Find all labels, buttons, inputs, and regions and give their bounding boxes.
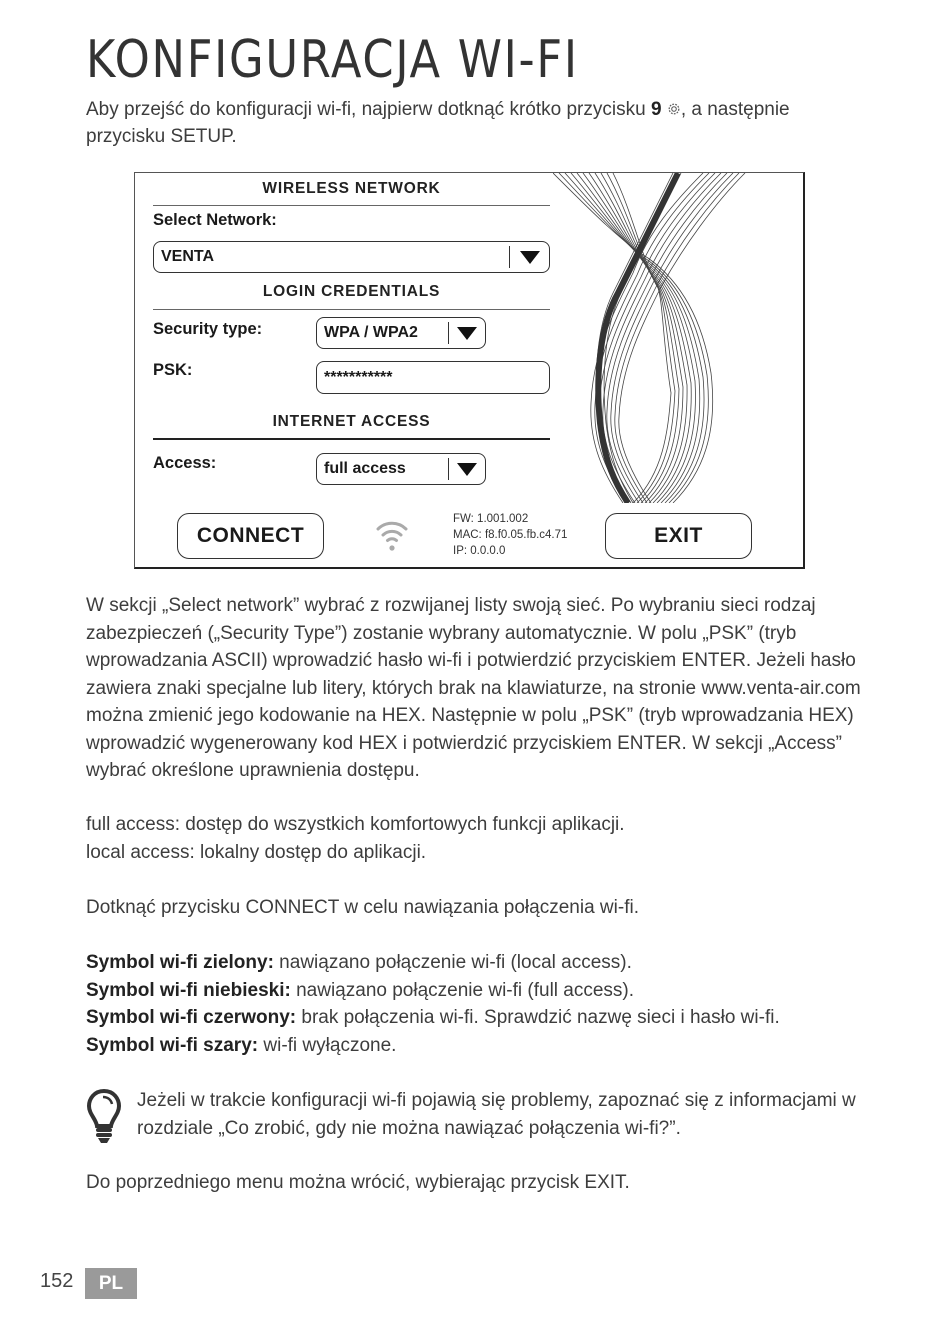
intro-after: , a następnie przycisku SETUP. [86, 99, 790, 147]
tip-text: Jeżeli w trakcie konfiguracji wi-fi pojawią się problemy, zapoznać się z informacjami w rozdziale „Co zrobić, gdy nie można nawiązać połączenia wi-fi?”. [137, 1090, 856, 1139]
wave-graphic [553, 173, 751, 503]
access-descriptions [86, 811, 866, 866]
dropdown-separator [448, 322, 449, 344]
security-type-label: Security type: [153, 320, 263, 338]
security-type-dropdown[interactable] [316, 317, 486, 349]
exit-button[interactable]: EXIT [605, 513, 752, 559]
mac-address: MAC: f8.f0.05.fb.c4.71 [453, 529, 568, 541]
symbol-red: Symbol wi-fi czerwony: brak połączenia wi-fi. Sprawdzić nazwę sieci i hasło wi-fi. [86, 1007, 780, 1028]
chevron-down-icon [457, 327, 477, 340]
exit-note: Do poprzedniego menu można wrócić, wybierając przycisk EXIT. [86, 1172, 630, 1193]
symbol-green: Symbol wi-fi zielony: nawiązano połączenie wi-fi (local access). [86, 952, 632, 973]
divider [153, 205, 550, 206]
lightbulb-icon [86, 1088, 122, 1144]
wifi-setup-screen [134, 172, 805, 569]
section-title-internet-access: INTERNET ACCESS [272, 413, 431, 430]
access-value: full access [324, 460, 406, 477]
intro-before: Aby przejść do konfiguracji wi-fi, najpierw dotknąć krótko przycisku [86, 99, 651, 120]
dropdown-separator [509, 246, 510, 268]
symbol-gray: Symbol wi-fi szary: wi-fi wyłączone. [86, 1034, 397, 1056]
connect-button[interactable]: CONNECT [177, 513, 324, 559]
divider [153, 438, 550, 440]
ip-address: IP: 0.0.0.0 [453, 545, 506, 557]
local-access-description: local access: lokalny dostęp do aplikacji. [86, 841, 427, 863]
intro-text [86, 96, 866, 150]
psk-label: PSK: [153, 361, 193, 379]
device-info [453, 511, 567, 559]
page-number: 152 [40, 1270, 74, 1292]
full-access-description: full access: dostęp do wszystkich komfortowych funkcji aplikacji. [86, 814, 625, 835]
connect-instruction: Dotknąć przycisku CONNECT w celu nawiązania połączenia wi-fi. [86, 897, 639, 918]
page-title: KONFIGURACJA WI-FI [86, 30, 579, 90]
psk-value: *********** [324, 368, 393, 386]
wifi-icon [375, 519, 409, 551]
access-label: Access: [153, 454, 217, 472]
gear-icon [667, 102, 681, 116]
security-type-value: WPA / WPA2 [324, 324, 418, 341]
firmware-version: FW: 1.001.002 [453, 513, 529, 525]
divider [153, 309, 550, 310]
button-number: 9 [650, 99, 662, 120]
paragraph-instructions: W sekcji „Select network” wybrać z rozwijanej listy swoją sieć. Po wybraniu sieci rodzaj zabezpieczeń („Security Type”) zostanie wybrany automatycznie. W polu „PSK” (tryb wprowadzania ASCII) wprowadzić hasło wi-fi i potwierdzić przyciskiem ENTER. Jeżeli hasło zawiera znaki specjalne lub litery, których brak na klawiaturze, na stronie www.venta-air.com można zmienić jego kodowanie na HEX. Następnie w polu „PSK” (tryb wprowadzania HEX) wprowadzić wygenerowany kod HEX i potwierdzić przyciskiem ENTER. W sekcji „Access” wybrać określone uprawnienia dostępu. [86, 595, 861, 781]
chevron-down-icon [457, 463, 477, 476]
psk-input[interactable] [316, 361, 550, 394]
select-network-label: Select Network: [153, 211, 277, 229]
symbol-blue: Symbol wi-fi niebieski: nawiązano połączenie wi-fi (full access). [86, 979, 635, 1001]
dropdown-separator [448, 458, 449, 480]
network-dropdown[interactable] [153, 241, 550, 273]
access-dropdown[interactable] [316, 453, 486, 485]
section-title-wireless-network: WIRELESS NETWORK [262, 180, 441, 197]
language-badge: PL [85, 1268, 137, 1299]
wifi-symbol-legend [86, 949, 866, 1059]
chevron-down-icon [520, 251, 540, 264]
section-title-login-credentials: LOGIN CREDENTIALS [262, 283, 441, 300]
network-value: VENTA [161, 248, 215, 265]
